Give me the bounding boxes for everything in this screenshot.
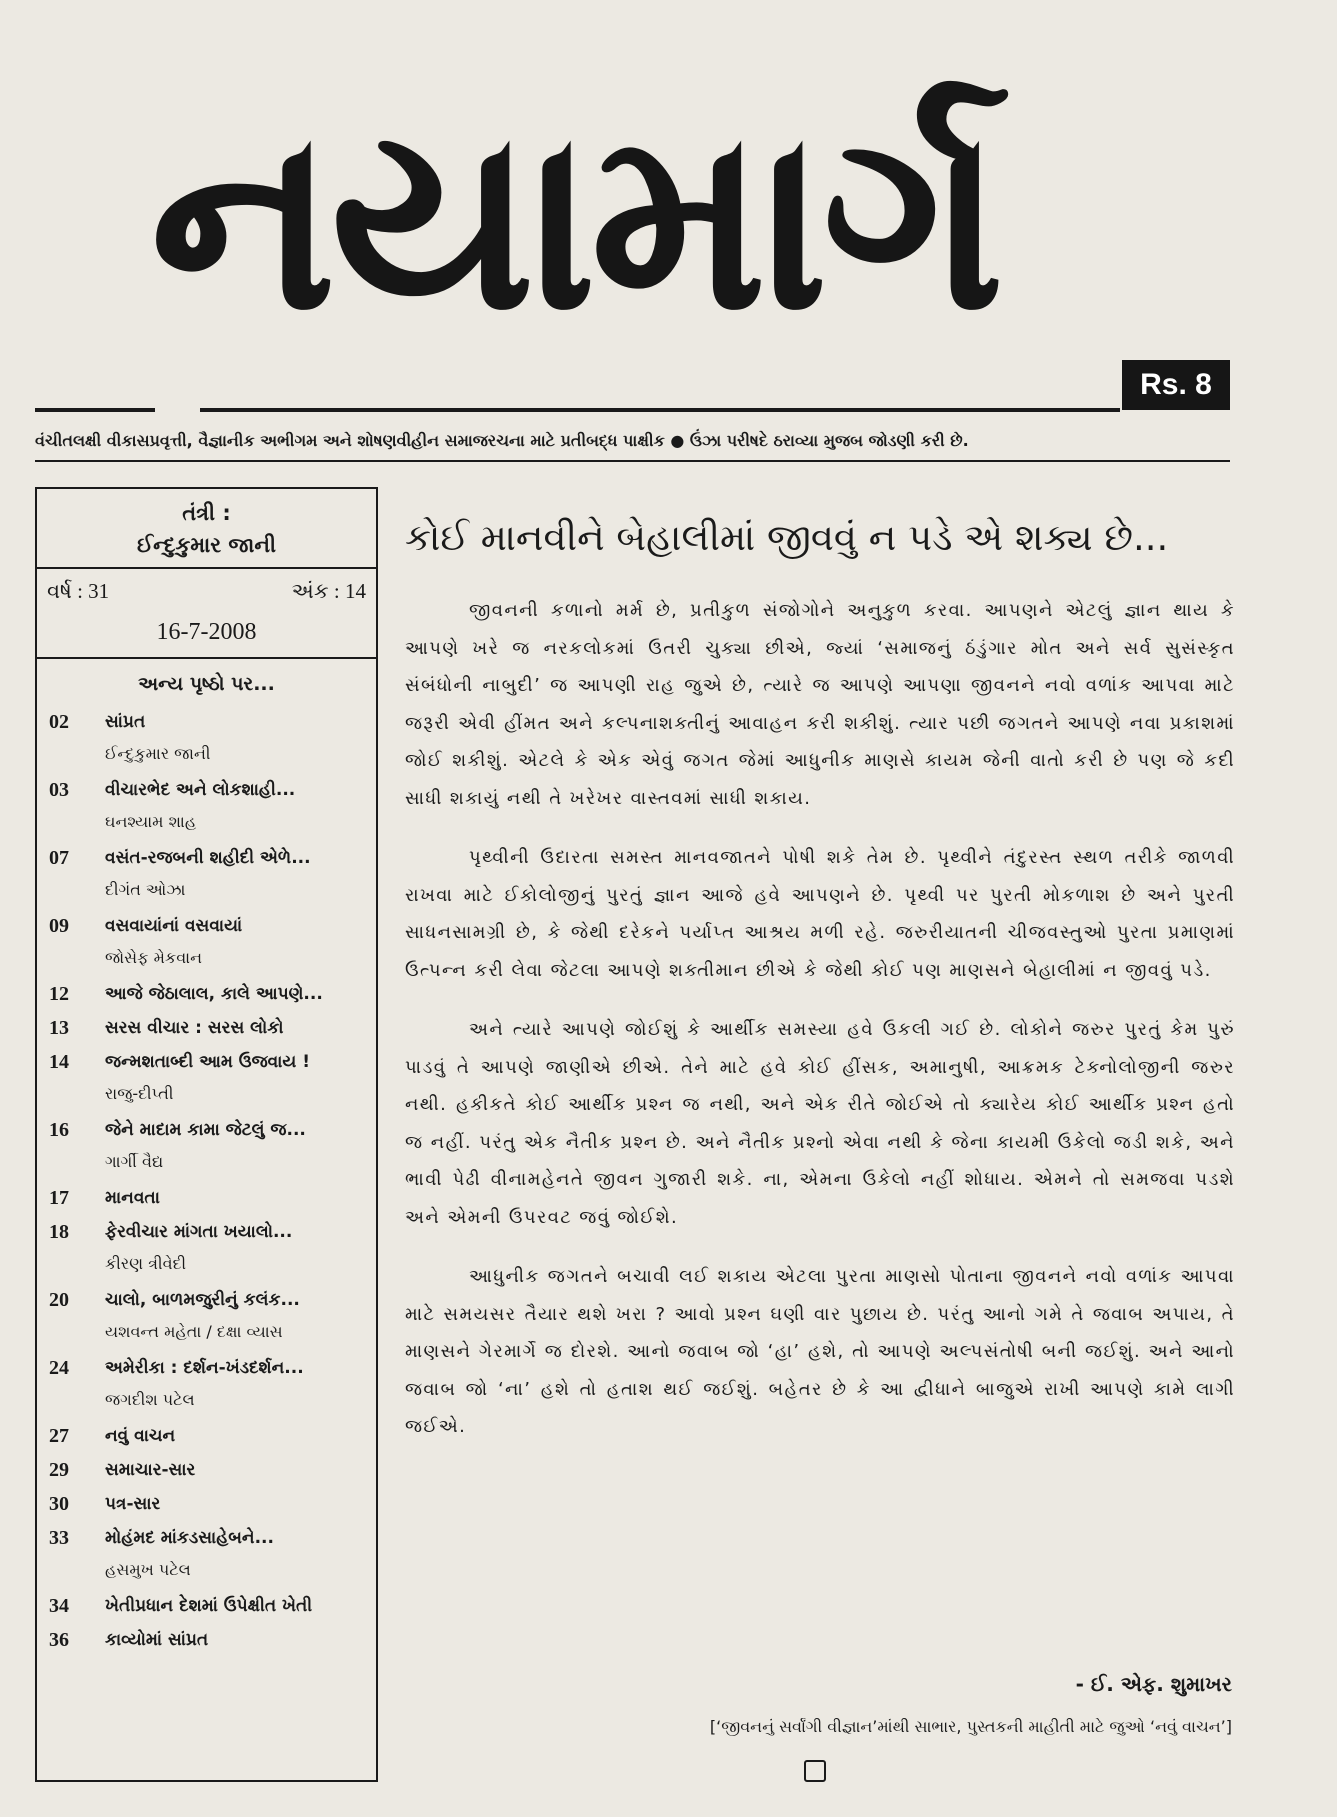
issue-number: અંક : 14 bbox=[291, 579, 366, 603]
toc-title: વસંત-રજબની શહીદી એળે... bbox=[105, 848, 311, 868]
toc-page-number: 27 bbox=[49, 1425, 69, 1447]
editor-name: ઈન્દુકુમાર જાની bbox=[136, 533, 277, 557]
masthead-rule-left bbox=[35, 408, 155, 412]
article-paragraph: પૃથ્વીની ઉદારતા સમસ્ત માનવજાતને પોષી શકે તેમ છે. પૃથ્વીને તંદુરસ્ત સ્થળ તરીકે જાળવી રાખવા માટે ઈકોલોજીનું પુરતું જ્ઞાન આજે હવે આપણને છે. પૃથ્વી પર પુરતી મોકળાશ છે અને પુરતી સાધનસામગ્રી છે, કે જેથી દરેકને પર્યાપ્ત આશ્રય મળી રહે. જરુરીયાતની ચીજવસ્તુઓ પુરતા પ્રમાણમાં ઉત્પન્ન કરી લેવા જેટલા આપણે શક્તીમાન છીએ કે જેથી કોઈ પણ માણસને બેહાલીમાં ન જીવવું પડે. bbox=[405, 847, 1235, 981]
toc-item bbox=[49, 1011, 376, 1045]
toc-author: રાજુ-દીપ્તી bbox=[105, 1084, 174, 1103]
toc-item bbox=[49, 1623, 376, 1657]
toc-page-number: 03 bbox=[49, 779, 69, 801]
toc-page-number: 12 bbox=[49, 983, 69, 1005]
end-mark-icon bbox=[804, 1760, 826, 1782]
toc-page-number: 16 bbox=[49, 1119, 69, 1141]
toc-title: ફેરવીચાર માંગતા ખયાલો... bbox=[105, 1222, 293, 1242]
toc-item bbox=[49, 1181, 376, 1215]
toc-page-number: 34 bbox=[49, 1595, 69, 1617]
volume-number: વર્ષ : 31 bbox=[47, 579, 110, 603]
article-paragraph: જીવનની કળાનો મર્મ છે, પ્રતીકુળ સંજોગોને અનુકુળ કરવા. આપણને એટલું જ્ઞાન થાય કે આપણે ખરે જ નરકલોકમાં ઉતરી ચુક્યા છીએ, જ્યાં ‘સમાજનું ઠંડુંગાર મોત અને સર્વ સુસંસ્કૃત સંબંધોની નાબુદી’ જ આપણી રાહ જુએ છે, ત્યારે જ આપણે આપણા જીવનને નવો વળાંક આપવા માટે જરૂરી એવી હીંમત અને કલ્પનાશક્તીનું આવાહન કરી શકીશું. ત્યાર પછી જગતને આપણે નવા પ્રકાશમાં જોઈ શકીશું. એટલે કે એક એવું જગત જેમાં આધુનીક માણસે કાયમ જેની વાતો કરી છે પણ જે કદી સાધી શકાયું નથી તે ખરેખર વાસ્તવમાં સાધી શકાય. bbox=[405, 600, 1235, 809]
toc-item bbox=[49, 909, 376, 973]
toc-page-number: 17 bbox=[49, 1187, 69, 1209]
issue-date: 16-7-2008 bbox=[156, 619, 257, 645]
editor-label: તંત્રી : bbox=[182, 501, 231, 525]
toc-item bbox=[49, 1453, 376, 1487]
toc-author: ઘનશ્યામ શાહ bbox=[105, 812, 197, 831]
toc-title: જેને માદામ કામા જેટલું જ... bbox=[105, 1120, 306, 1140]
toc-item bbox=[49, 1521, 376, 1585]
editor-box bbox=[37, 489, 376, 569]
toc-item bbox=[49, 1419, 376, 1453]
toc-title: આજે જેઠાલાલ, કાલે આપણે... bbox=[105, 984, 323, 1004]
toc-title: કાવ્યોમાં સાંપ્રત bbox=[105, 1630, 209, 1650]
toc-title: સરસ વીચાર : સરસ લોકો bbox=[105, 1018, 284, 1038]
toc-title: નવું વાચન bbox=[105, 1426, 176, 1446]
toc-item bbox=[49, 1045, 376, 1109]
toc-page-number: 13 bbox=[49, 1017, 69, 1039]
issue-info bbox=[37, 569, 376, 659]
toc-item bbox=[49, 1113, 376, 1177]
toc-title: મોહંમદ માંકડસાહેબને... bbox=[105, 1528, 274, 1548]
toc-title: પત્ર-સાર bbox=[105, 1494, 161, 1514]
table-of-contents bbox=[37, 705, 376, 1657]
toc-title: સાંપ્રત bbox=[105, 712, 146, 732]
toc-page-number: 07 bbox=[49, 847, 69, 869]
toc-item bbox=[49, 1351, 376, 1415]
price-badge: Rs. 8 bbox=[1122, 360, 1230, 410]
toc-page-number: 20 bbox=[49, 1289, 69, 1311]
toc-title: માનવતા bbox=[105, 1188, 160, 1208]
toc-title: ચાલો, બાળમજુરીનું કલંક... bbox=[105, 1290, 300, 1310]
toc-page-number: 33 bbox=[49, 1527, 69, 1549]
toc-title: વીચારભેદ અને લોકશાહી... bbox=[105, 780, 296, 800]
toc-title: વસવાયાંનાં વસવાયાં bbox=[105, 916, 243, 936]
toc-page-number: 24 bbox=[49, 1357, 69, 1379]
toc-page-number: 14 bbox=[49, 1051, 69, 1073]
toc-page-number: 02 bbox=[49, 711, 69, 733]
toc-page-number: 36 bbox=[49, 1629, 69, 1651]
toc-author: જોસેફ મેકવાન bbox=[105, 948, 203, 967]
toc-author: દીગંત ઓઝા bbox=[105, 880, 186, 899]
article-headline: કોઈ માનવીને બેહાલીમાં જીવવું ન પડે એ શક્ય છે... bbox=[405, 516, 1169, 559]
toc-item bbox=[49, 705, 376, 769]
toc-item bbox=[49, 1283, 376, 1347]
toc-title: સમાચાર-સાર bbox=[105, 1460, 196, 1480]
toc-page-number: 18 bbox=[49, 1221, 69, 1243]
toc-title: અમેરીકા : દર્શન-ખંડદર્શન... bbox=[105, 1358, 304, 1378]
toc-page-number: 29 bbox=[49, 1459, 69, 1481]
toc-author: હસમુખ પટેલ bbox=[105, 1560, 191, 1579]
toc-author: ગાર્ગી વૈદ્ય bbox=[105, 1152, 164, 1171]
contents-title: અન્ય પૃષ્ઠો પર... bbox=[138, 673, 275, 695]
toc-item bbox=[49, 1589, 376, 1623]
tagline-rule bbox=[35, 460, 1230, 462]
article-source-note: [‘જીવનનું સર્વાંગી વીજ્ઞાન’માંથી સાભાર, પુસ્તકની માહીતી માટે જુઓ ‘નવું વાચન’] bbox=[709, 1717, 1232, 1736]
toc-page-number: 09 bbox=[49, 915, 69, 937]
toc-item bbox=[49, 1487, 376, 1521]
article-byline: - ઈ. એફ. શુમાખર bbox=[1075, 1672, 1232, 1696]
toc-page-number: 30 bbox=[49, 1493, 69, 1515]
contents-sidebar bbox=[35, 487, 378, 1782]
toc-item bbox=[49, 841, 376, 905]
toc-item bbox=[49, 773, 376, 837]
article-paragraph: આધુનીક જગતને બચાવી લઈ શકાય એટલા પુરતા માણસો પોતાના જીવનને નવો વળાંક આપવા માટે સમયસર તૈયાર થશે ખરા ? આવો પ્રશ્ન ઘણી વાર પુછાય છે. પરંતુ આનો ગમે તે જવાબ અપાય, તે માણસને ગેરમાર્ગે જ દોરશે. આનો જવાબ જો ‘હા’ હશે, તો આપણે અલ્પસંતોષી બની જઈશું. અને આનો જવાબ જો ‘ના’ હશે તો હતાશ થઈ જઈશું. બહેતર છે કે આ દ્વીધાને બાજુએ રાખી આપણે કામે લાગી જઈએ. bbox=[405, 1266, 1235, 1437]
toc-title: ખેતીપ્રધાન દેશમાં ઉપેક્ષીત ખેતી bbox=[105, 1596, 313, 1616]
tagline: વંચીતલક્ષી વીકાસપ્રવૃત્તી, વૈજ્ઞાનીક અભીગમ અને શોષણવીહીન સમાજરચના માટે પ્રતીબદ્ધ પાક્ષીક ● ઉંઝા પરીષદે ઠરાવ્યા મુજબ જોડણી કરી છે. bbox=[35, 431, 969, 450]
toc-author: કીરણ ત્રીવેદી bbox=[105, 1254, 187, 1273]
toc-author: યશવન્ત મહેતા / દક્ષા વ્યાસ bbox=[105, 1322, 283, 1341]
toc-author: ઈન્દુકુમાર જાની bbox=[105, 744, 211, 763]
toc-item bbox=[49, 977, 376, 1011]
toc-author: જગદીશ પટેલ bbox=[105, 1390, 195, 1409]
article-body bbox=[405, 592, 1235, 1468]
masthead-rule-right bbox=[200, 408, 1120, 412]
toc-item bbox=[49, 1215, 376, 1279]
masthead-title: નયામાર્ગ bbox=[150, 74, 999, 365]
article-paragraph: અને ત્યારે આપણે જોઈશું કે આર્થીક સમસ્યા હવે ઉકલી ગઈ છે. લોકોને જરુર પુરતું કેમ પુરું પાડવું તે આપણે જાણીએ છીએ. તેને માટે હવે કોઈ હીંસક, અમાનુષી, આક્રમક ટેક્નોલોજીની જરુર નથી. હકીકતે કોઈ આર્થીક પ્રશ્ન જ નથી, અને એક રીતે જોઈએ તો ક્યારેય કોઈ આર્થીક પ્રશ્ન હતો જ નહીં. પરંતુ એક નૈતીક પ્રશ્ન છે. અને નૈતીક પ્રશ્નો એવા નથી કે જેના કાયમી ઉકેલો જડી શકે, અને ભાવી પેઢી વીનામહેનતે જીવન ગુજારી શકે. ના, એમના ઉકેલો નહીં શોધાય. એમને તો સમજવા પડશે અને એમની ઉપરવટ જવું જોઈશે. bbox=[405, 1019, 1235, 1228]
toc-title: જન્મશતાબ્દી આમ ઉજવાય ! bbox=[105, 1052, 311, 1072]
